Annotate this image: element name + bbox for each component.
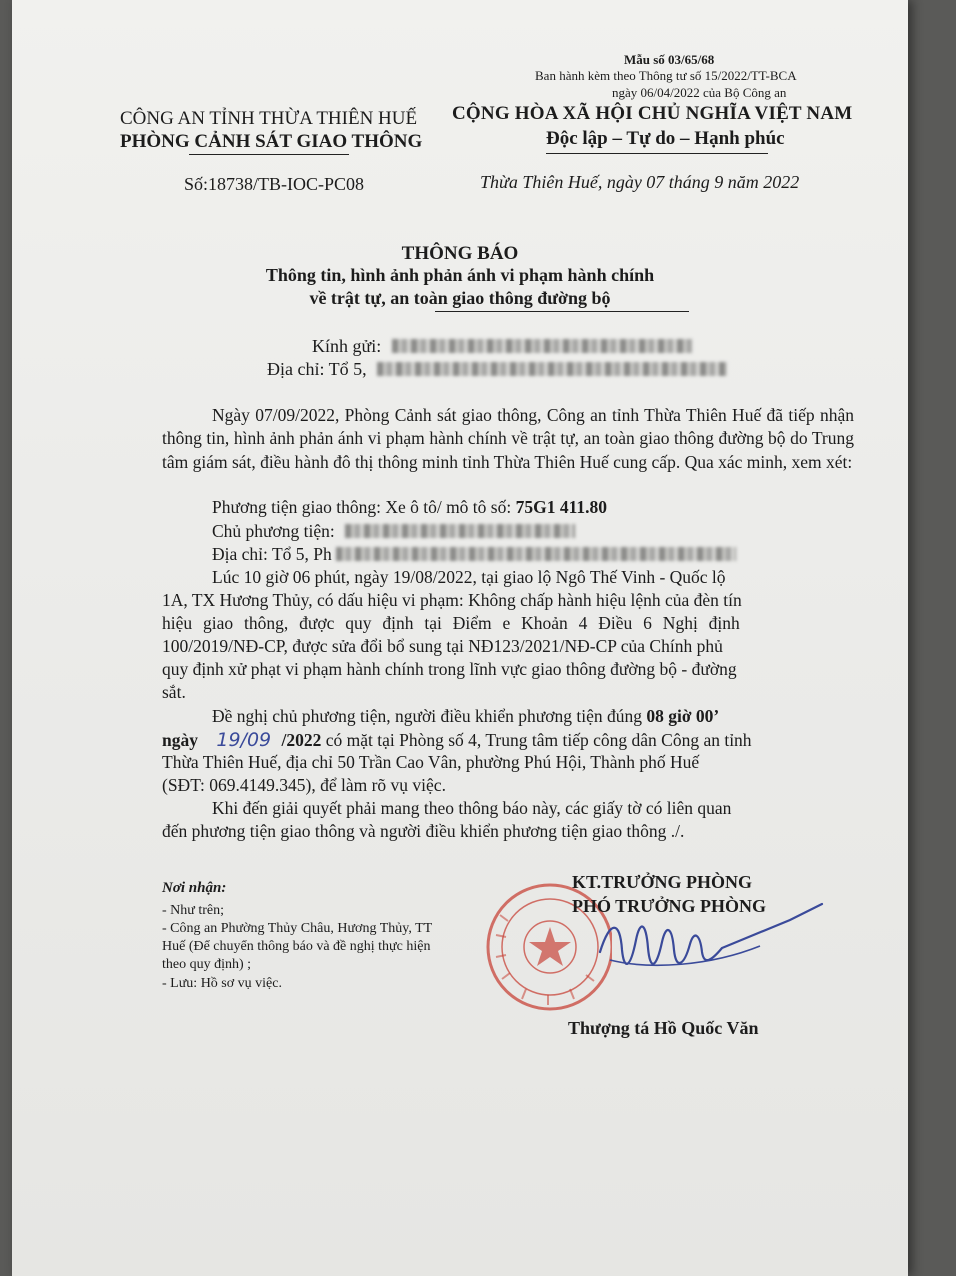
violation-line: 100/2019/NĐ-CP, được sửa đổi bổ sung tại NĐ123/2021/NĐ-CP của Chính phủ xyxy=(162,636,723,656)
recipients-item: - Lưu: Hồ sơ vụ việc. xyxy=(162,976,282,991)
recipient-address-label: Địa chỉ: Tổ 5, xyxy=(267,359,367,379)
closing-line: Khi đến giải quyết phải mang theo thông báo này, các giấy tờ có liên quan xyxy=(212,798,732,818)
issuing-department: PHÒNG CẢNH SÁT GIAO THÔNG xyxy=(120,131,423,152)
redacted-address xyxy=(377,362,727,376)
form-reference-date: ngày 06/04/2022 của Bộ Công an xyxy=(612,85,787,100)
recipients-item: - Như trên; xyxy=(162,903,225,918)
request-location: có mặt tại Phòng số 4, Trung tâm tiếp công dân Công an tỉnh xyxy=(325,730,752,750)
recipients-item: - Công an Phường Thủy Châu, Hương Thủy, TT xyxy=(162,921,433,936)
document-subtitle: Thông tin, hình ảnh phản ánh vi phạm hành chính xyxy=(265,265,655,285)
divider xyxy=(546,153,768,154)
signer-role: KT.TRƯỞNG PHÒNG xyxy=(572,872,752,892)
handwritten-signature xyxy=(590,900,830,1010)
request-date-line xyxy=(162,729,752,751)
recipients-title: Nơi nhận: xyxy=(162,880,227,896)
redacted-name xyxy=(392,339,692,353)
owner-label: Chủ phương tiện: xyxy=(212,521,335,541)
request-line xyxy=(212,706,719,727)
vehicle-label: Phương tiện giao thông: Xe ô tô/ mô tô số: xyxy=(212,497,512,517)
document-page xyxy=(12,0,908,1276)
redacted-owner xyxy=(345,524,575,538)
document-number: Số:18738/TB-IOC-PC08 xyxy=(184,174,365,194)
national-title: CỘNG HÒA XÃ HỘI CHỦ NGHĨA VIỆT NAM xyxy=(452,103,853,124)
national-motto: Độc lập – Tự do – Hạnh phúc xyxy=(546,128,785,149)
violation-line: quy định xử phạt vi phạm hành chính trong lĩnh vực giao thông đường bộ - đường xyxy=(162,659,737,679)
owner-line xyxy=(212,521,575,542)
document-title: THÔNG BÁO xyxy=(401,243,519,264)
handwritten-date: 19/09 xyxy=(216,729,272,751)
document-subtitle-2: về trật tự, an toàn giao thông đường bộ xyxy=(309,288,611,308)
license-plate: 75G1 411.80 xyxy=(515,497,607,517)
violation-line: sắt. xyxy=(162,682,186,702)
signer-name: Thượng tá Hồ Quốc Văn xyxy=(568,1018,759,1038)
issuing-agency: CÔNG AN TỈNH THỪA THIÊN HUẾ xyxy=(120,108,418,129)
violation-line: Lúc 10 giờ 06 phút, ngày 19/08/2022, tại giao lộ Ngô Thế Vinh - Quốc lộ xyxy=(212,567,726,587)
request-line: Thừa Thiên Huế, địa chỉ 50 Trần Cao Vân, phường Phú Hội, Thành phố Huế xyxy=(162,752,700,772)
violation-line: 1A, TX Hương Thủy, có dấu hiệu vi phạm: Không chấp hành hiệu lệnh của đèn tín xyxy=(162,590,742,610)
recipient-line xyxy=(312,336,692,357)
day-label: ngày xyxy=(162,730,198,750)
recipient-address-line xyxy=(267,359,727,380)
appointment-year: /2022 xyxy=(281,730,322,750)
place-date: Thừa Thiên Huế, ngày 07 tháng 9 năm 2022 xyxy=(480,172,800,192)
recipients-item: Huế (Để chuyển thông báo và đề nghị thực hiện xyxy=(162,939,431,954)
recipient-label: Kính gửi: xyxy=(312,336,382,356)
form-reference: Ban hành kèm theo Thông tư số 15/2022/TT-BCA xyxy=(535,68,797,83)
vehicle-line xyxy=(212,497,607,518)
redacted-owner-address xyxy=(336,547,736,561)
owner-address-label: Địa chỉ: Tổ 5, Ph xyxy=(212,544,332,564)
closing-line: đến phương tiện giao thông và người điều khiển phương tiện giao thông ./. xyxy=(162,821,685,841)
signer-deputy-role: PHÓ TRƯỞNG PHÒNG xyxy=(572,896,767,916)
owner-address-line xyxy=(212,544,736,565)
paragraph-intro: Ngày 07/09/2022, Phòng Cảnh sát giao thông, Công an tỉnh Thừa Thiên Huế đã tiếp nhận thông tin, hình ảnh phản ánh vi phạm hành chính về trật tự, an toàn giao thông đường bộ do Trung tâm giám sát, điều hành đô thị thông minh tỉnh Thừa Thiên Huế cung cấp. Qua xác minh, xem xét: xyxy=(162,405,854,472)
violation-line: hiệu giao thông, được quy định tại Điểm e Khoản 4 Điều 6 Nghị định xyxy=(162,613,740,633)
recipients-item: theo quy định) ; xyxy=(162,957,252,972)
request-text: Đề nghị chủ phương tiện, người điều khiển phương tiện đúng xyxy=(212,706,642,726)
request-line: (SĐT: 069.4149.345), để làm rõ vụ việc. xyxy=(162,775,446,795)
divider xyxy=(189,154,349,155)
form-number: Mẫu số 03/65/68 xyxy=(624,52,715,67)
divider xyxy=(435,311,689,312)
appointment-time: 08 giờ 00’ xyxy=(646,706,720,726)
